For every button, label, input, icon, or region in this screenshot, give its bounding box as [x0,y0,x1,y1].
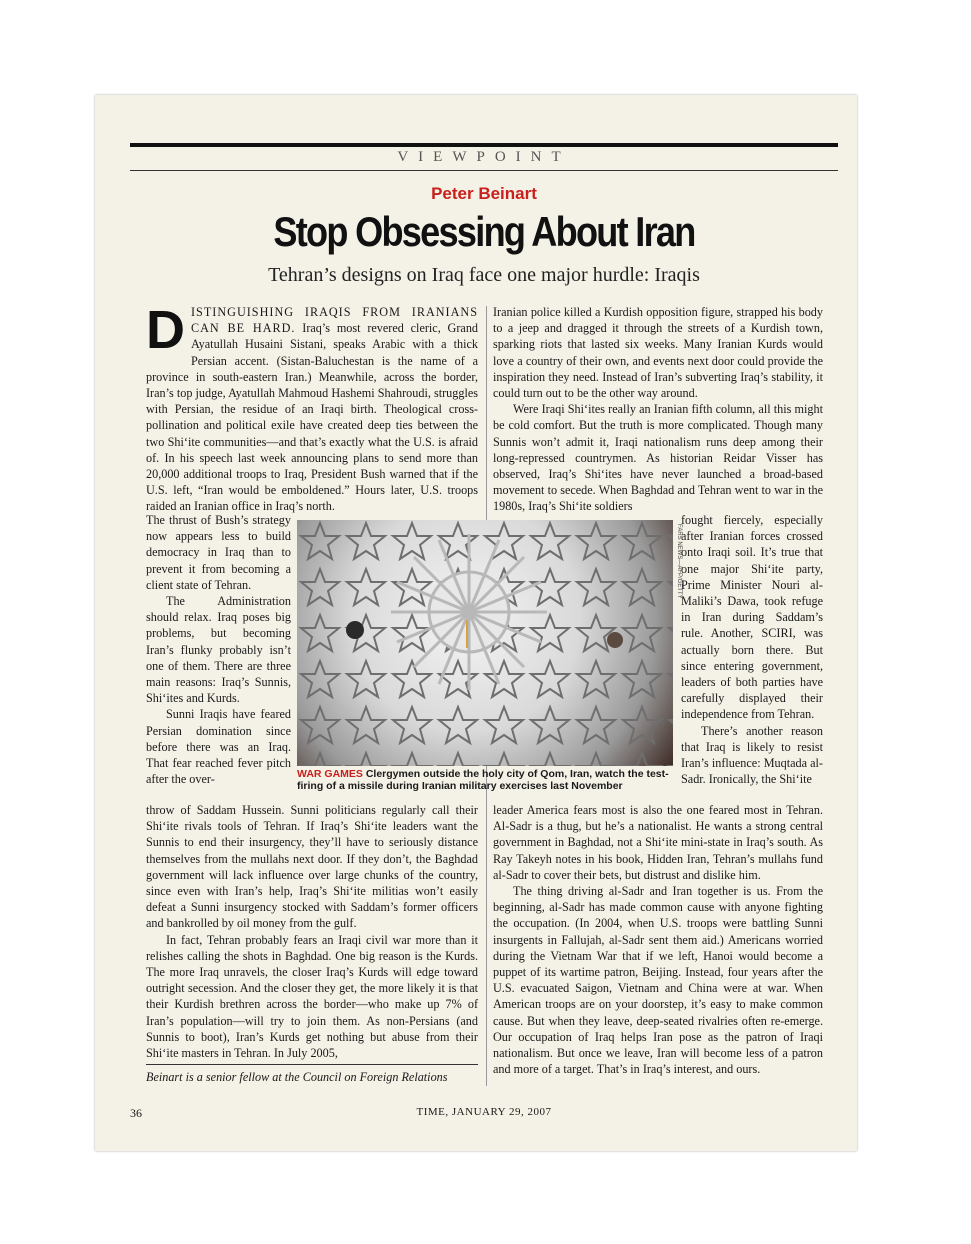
author-footnote: Beinart is a senior fellow at the Council on Foreign Relations [146,1070,448,1084]
column-2-top [493,304,823,515]
headline: Stop Obsessing About Iran [273,208,695,255]
paragraph: Sunni Iraqis have feared Persian domination since before there was an Iraq. That fear reached fever pitch after the over- [146,707,291,787]
footnote-rule [146,1064,478,1065]
lead-in: ISTINGUISHING IRAQIS FROM IRANIANS CAN BE HARD. [191,305,478,336]
folio: TIME, JANUARY 29, 2007 [416,1106,552,1118]
paragraph: In fact, Tehran probably fears an Iraqi civil war more than it relishes calling the shots in Baghdad. One big reason is the Kurds. The more Iraq unravels, the closer Iraq’s Kurds will edge toward outright secession. And the closer they get, the more likely it is that their Kurdish brethren across the border—who make up 7% of Iran’s population—will try to join them. As non-Persians (and Sunnis to boot), Iran’s Kurds get nothing but abuse from their Shi‘ite masters in Tehran. In July 2005, [146,932,478,1061]
paragraph-text: Iraq’s most revered cleric, Grand Ayatullah Husaini Sistani, speaks Arabic with a thick Persian accent. (Sistan-Baluchestan is the name of a province in south-eastern Iran.) Meanwhile, across the border, Iran’s top judge, Ayatullah Mahmoud Hashemi Shahroudi, struggles with Persian, the residue of an Iraqi birth. Theological cross-pollination and political exile have created deep ties between the two Shi‘ite communities—and that’s exactly what the U.S. is afraid of. In his speech last week announcing plans to send more than 20,000 additional troops to Iraq, President Bush warned that if the U.S. left, “Iran would be emboldened.” Hours later, U.S. troops raided an Iranian office in Iraq’s north. [146,321,479,514]
paragraph: fought fiercely, especially after Iranian forces crossed onto Iraqi soil. It’s true that one major Shi‘ite party, Prime Minister Nouri al-Maliki’s Dawa, took refuge in Iran during Saddam’s rule. Another, SCIRI, was actually born there. But since entering government, leaders of both parties have carefully displayed their independence from Tehran. [681,513,823,722]
caption-text: Clergymen outside the holy city of Qom, Iran, watch the test-firing of a missile during Iranian military exercises last November [297,768,669,792]
paragraph: throw of Saddam Hussein. Sunni politicians regularly call their Shi‘ite rivals tools of Tehran. If Iraq’s Shi‘ite leaders want the Sunnis to end their insurgency, they’ll have to seriously distance themselves from the mullahs next door. If they don’t, the Baghdad government will lack influence over large chunks of the country, since even with Iran’s help, Iraq’s Shi‘ite militias won’t easily defeat a Sunni insurgency stocked with Saddam’s former officers and bankrolled by oil money from the gulf. [146,803,478,931]
column-1-wrap [146,512,291,787]
drop-cap: D [146,300,185,360]
geometric-lattice-image [297,520,673,766]
deck-subtitle: Tehran’s designs on Iraq face one major hurdle: Iraqis [268,264,700,286]
paragraph: The thing driving al-Sadr and Iran together is us. From the beginning, al-Sadr has made common cause with anyone fighting the occupation. (In 2004, when U.S. troops were battling Sunni insurgents in Fallujah, al-Sadr sent them aid.) Americans worried during the Vietnam War that if we left, Hanoi would become a puppet of its wartime patron, Beijing. Instead, four years after the U.S. evacuated Saigon, Vietnam and China were at war. When American troops are on your doorstep, it’s easy to make common cause. But when they leave, deep-seated rivalries often re-emerge. Our occupation of Iraq helps Iran pose as the patron of Iraqi nationalism. But once we leave, Iran will become less of a patron and more of a target. That’s in Iraq’s interest, and ours. [493,884,823,1077]
caption-lead: WAR GAMES [297,768,363,780]
paragraph: The Administration should relax. Iraq poses big problems, but becoming Iran’s flunky probably isn’t one of them. There are three main reasons: Iraq’s Sunnis, Shi‘ites and Kurds. [146,594,291,706]
lattice-photo [297,520,673,766]
section-label: VIEWPOINT [397,149,571,165]
paragraph [146,300,479,515]
author-byline: Peter Beinart [431,184,537,203]
photo-caption [297,768,677,792]
paragraph: Iranian police killed a Kurdish opposition figure, strapped his body to a jeep and dragged it through the streets of a Kurdish town, sparking riots that lasted six weeks. Many Iranian Kurds would love a country of their own, and events next door could provide the inspiration they need. Instead of Iran’s subverting Iraq’s stability, it could turn out to be the other way around. [493,305,823,401]
page-number: 36 [130,1106,142,1120]
column-2-bottom [493,802,823,1077]
paragraph: leader America fears most is also the one feared most in Tehran. Al-Sadr is a thug, but he’s a nationalist. He wants a strong central government in Baghdad, not a Shi‘ite mini-state in Iraq’s south. As Ray Takeyh notes in his book, Hidden Iran, Tehran’s mullahs fund al-Sadr to cover their bets, but distrust and dislike him. [493,803,823,882]
top-rule [130,143,838,147]
column-2-wrap [681,512,823,787]
paragraph: There’s another reason that Iraq is likely to resist Iran’s influence: Muqtada al-Sadr. Ironically, the Shi‘ite [681,723,823,787]
section-rule [130,170,838,171]
paragraph: Were Iraqi Shi‘ites really an Iranian fifth column, all this might be cold comfort. But the truth is more complicated. Though many Sunnis won’t admit it, Iraqi nationalism runs deep among their long-repressed countrymen. As historian Reidar Visser has observed, Iraq’s Shi‘ites have never launched a broad-based movement to secede. When Baghdad and Tehran went to war in the 1980s, Iraq’s Shi‘ite soldiers [493,402,823,514]
paragraph: The thrust of Bush’s strategy now appears less to build democracy in Iraq than to prevent it from becoming a client state of Tehran. [146,513,291,592]
column-1-bottom [146,802,478,1061]
photo-credit: FARS NEWS—AFP/GETTY [676,524,682,599]
column-1-top [146,300,479,515]
